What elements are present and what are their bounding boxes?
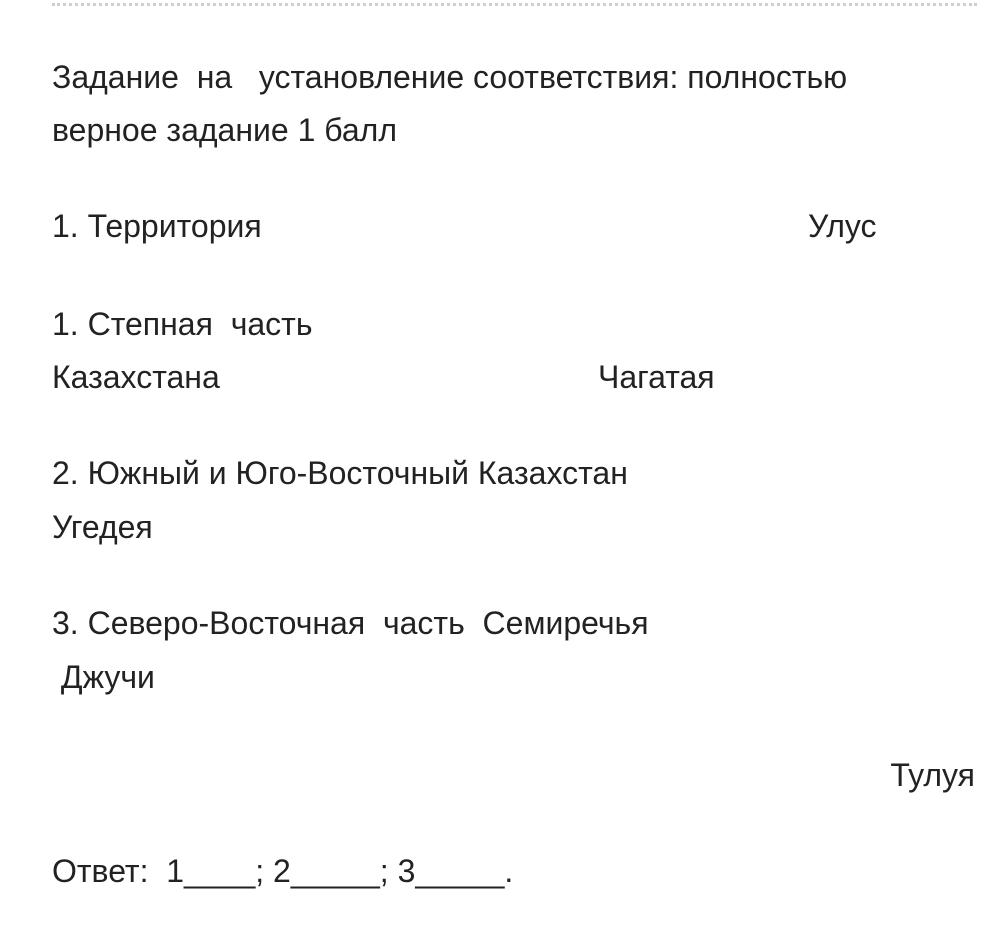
item1-territory-line1: 1. Степная часть xyxy=(52,306,313,342)
answer-line: Ответ: 1____; 2_____; 3_____. xyxy=(52,853,514,889)
item1-ulus: Чагатая xyxy=(598,359,715,395)
item2-territory: 2. Южный и Юго-Восточный Казахстан xyxy=(52,455,628,491)
item3-ulus: Джучи xyxy=(52,659,155,695)
item2-ulus: Угедея xyxy=(52,509,153,545)
header-territory: 1. Территория xyxy=(52,208,262,244)
item3-territory: 3. Северо-Восточная часть Семиречья xyxy=(52,605,649,641)
item1-territory-line2: Казахстана xyxy=(52,359,220,395)
instruction-line-2: верное задание 1 балл xyxy=(52,112,397,148)
dotted-divider xyxy=(52,3,977,6)
instruction-line-1: Задание на установление соответствия: полностью xyxy=(52,59,848,95)
extra-ulus: Тулуя xyxy=(890,757,975,793)
header-ulus: Улус xyxy=(808,208,877,244)
